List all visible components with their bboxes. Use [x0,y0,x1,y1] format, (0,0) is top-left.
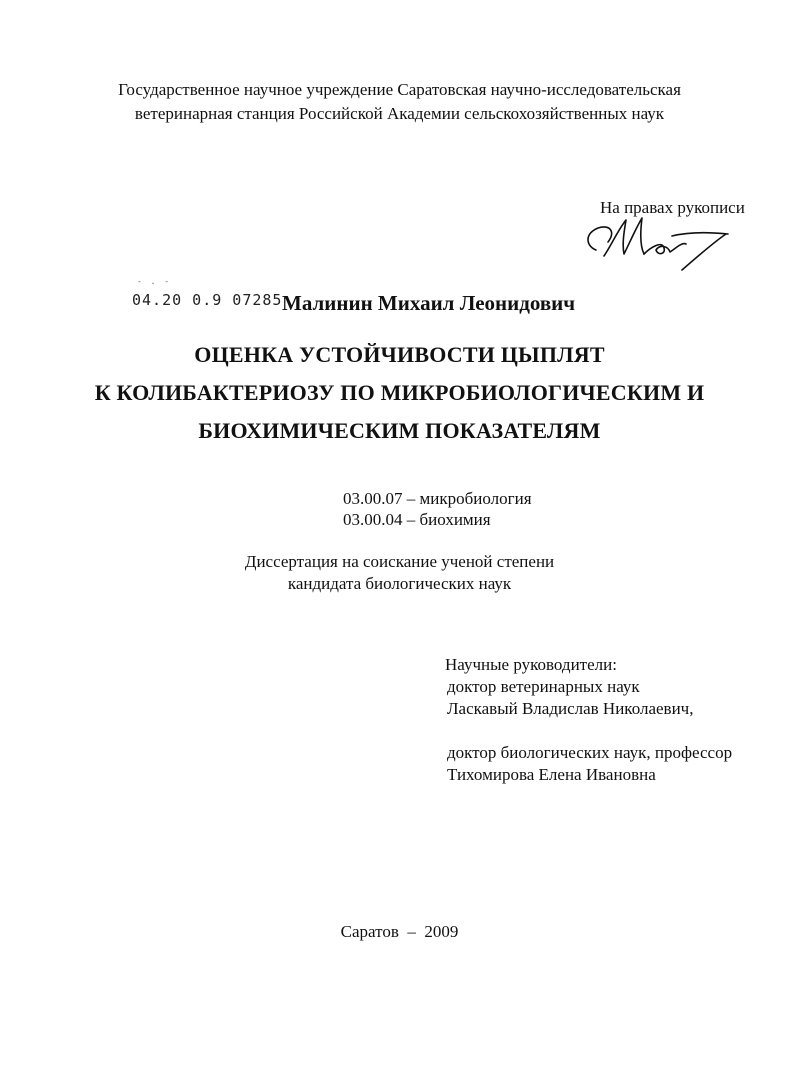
degree-line-1: Диссертация на соискание ученой степени [244,552,555,571]
specialty-code-2: 03.00.04 – биохимия [343,510,491,529]
manuscript-rights-note: На правах рукописи [600,198,745,217]
title-line-2: К КОЛИБАКТЕРИОЗУ ПО МИКРОБИОЛОГИЧЕСКИМ И [94,380,705,405]
supervisors-block [445,654,732,786]
supervisors-heading: Научные руководители: [445,655,617,674]
institution-line-1: Государственное научное учреждение Саратовская научно-исследовательская [118,80,681,99]
specialty-codes [343,488,532,530]
supervisor-1-name: Ласкавый Владислав Николаевич, [447,699,694,718]
supervisor-2-name: Тихомирова Елена Ивановна [447,765,656,784]
title-line-1: ОЦЕНКА УСТОЙЧИВОСТИ ЦЫПЛЯТ [194,342,605,367]
archive-stamp-number: 04.20 0.9 07285 [132,291,283,309]
supervisor-2-title: доктор биологических наук, профессор [447,743,733,762]
institution-line-2: ветеринарная станция Российской Академии сельскохозяйственных наук [134,104,665,123]
city-year: Саратов – 2009 [340,922,459,941]
specialty-code-1: 03.00.07 – микробиология [343,489,532,508]
stamp-marks: - . - [137,277,172,286]
author-name: Малинин Михаил Леонидович [282,291,576,315]
title-line-3: БИОХИМИЧЕСКИМ ПОКАЗАТЕЛЯМ [198,418,601,443]
signature [578,206,738,276]
supervisor-1-title: доктор ветеринарных наук [447,677,640,696]
degree-line-2: кандидата биологических наук [287,574,512,593]
